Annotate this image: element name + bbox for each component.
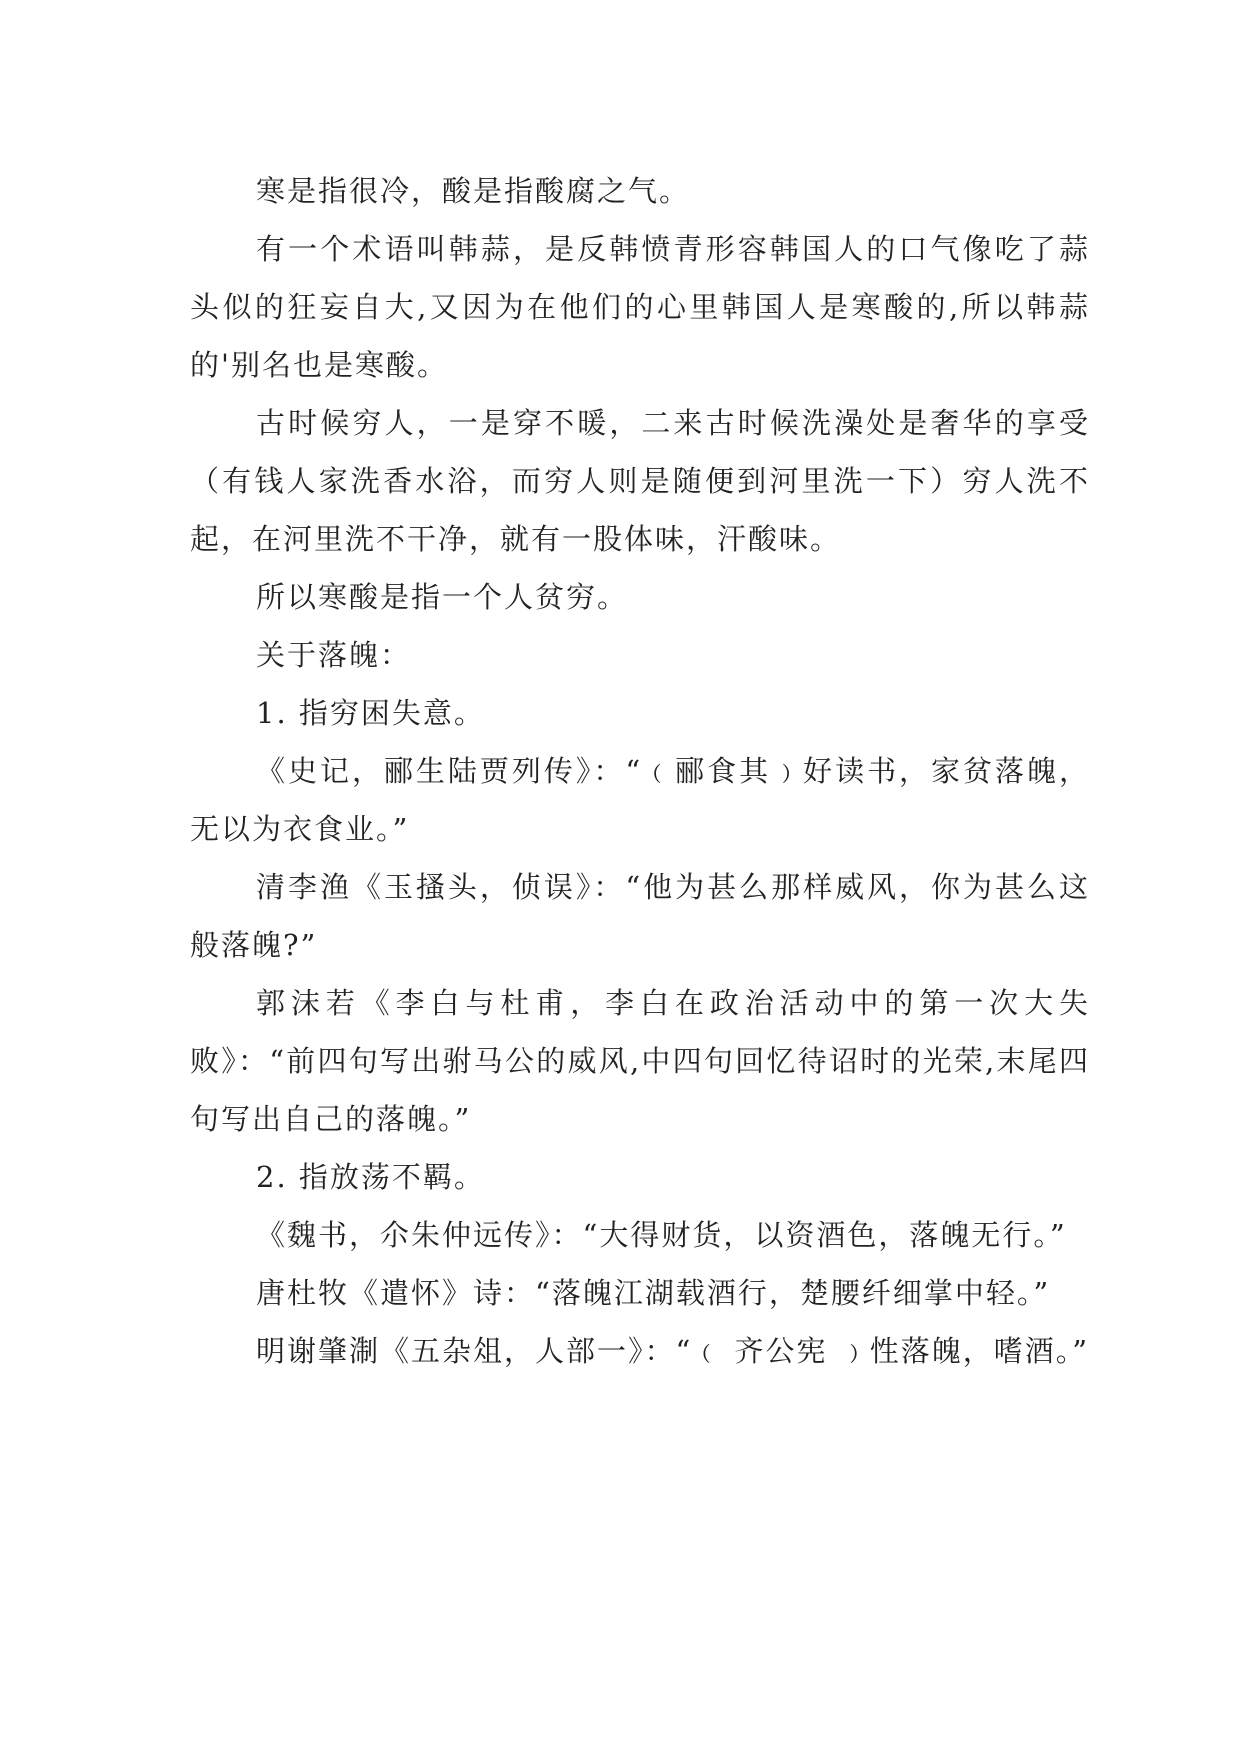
quote-weishu: 《魏书，尒朱仲远传》：“大得财货，以资酒色，落魄无行。” [256,1218,1067,1252]
paragraph-2: 有一个术语叫韩蒜，是反韩愤青形容韩国人的口气像吃了蒜头似的狂妄自大,又因为在他们的心里韩国人是寒酸的,所以韩蒜的'别名也是寒酸。 [190,232,1090,382]
quote-shiji: 《史记，郦生陆贾列传》：“﹙郦食其﹚好读书，家贫落魄，无以为衣食业。” [190,754,1090,846]
quote-xie-zhaozhe: 明谢肇淛《五杂俎，人部一》：“﹙ 齐公宪 ﹚性落魄，嗜酒。” [256,1334,1090,1368]
paragraph-4: 所以寒酸是指一个人贫穷。 [256,580,629,614]
quote-du-mu: 唐杜牧《遣怀》诗：“落魄江湖载酒行，楚腰纤细掌中轻。” [256,1276,1051,1310]
section-heading-luopo: 关于落魄： [256,638,412,672]
quote-li-yu: 清李渔《玉搔头，侦误》：“他为甚么那样威风，你为甚么这般落魄?” [190,870,1090,962]
document-body [190,162,1090,1380]
paragraph-3: 古时候穷人，一是穿不暖，二来古时候洗澡处是奢华的享受（有钱人家洗香水浴，而穷人则是随便到河里洗一下）穷人洗不起，在河里洗不干净，就有一股体味，汗酸味。 [190,406,1090,556]
quote-guo-moruo: 郭沫若《李白与杜甫，李白在政治活动中的第一次大失败》：“前四句写出驸马公的威风,中四句回忆待诏时的光荣,末尾四句写出自己的落魄。” [190,986,1090,1136]
definition-1: 1. 指穷困失意。 [256,696,485,730]
definition-2: 2. 指放荡不羁。 [256,1160,485,1194]
paragraph-1: 寒是指很冷，酸是指酸腐之气。 [256,174,691,208]
